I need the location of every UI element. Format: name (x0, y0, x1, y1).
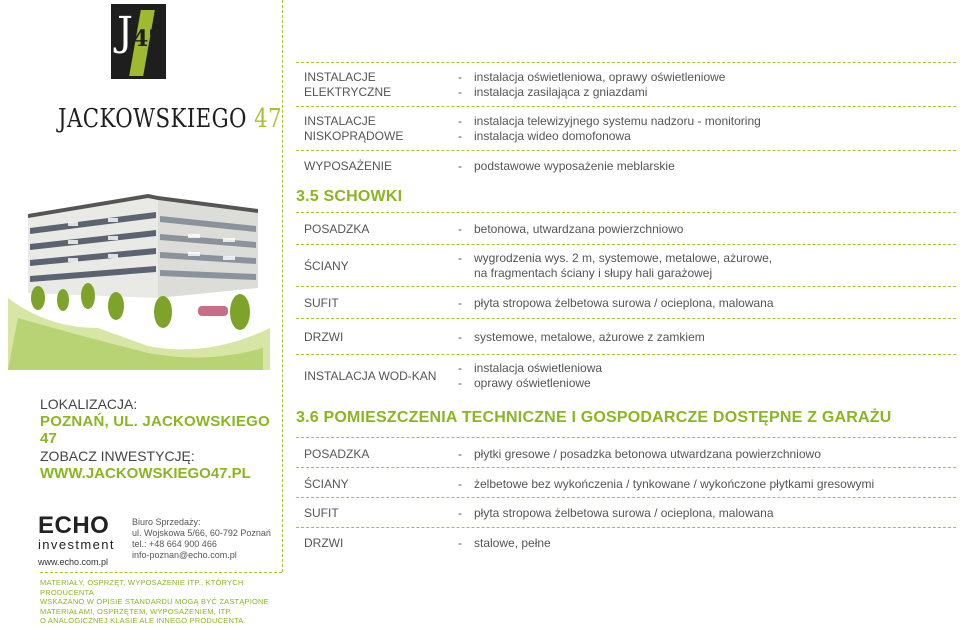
spec-row (296, 354, 956, 396)
spec-label (304, 447, 369, 462)
logo-number: 47 (133, 26, 164, 52)
spec-value-item: - oprawy oświetleniowe (456, 376, 602, 391)
spec-label (304, 222, 369, 237)
spec-label (304, 506, 339, 521)
spec-label-line: INSTALACJE (304, 70, 376, 84)
spec-label (304, 536, 343, 551)
brand-name-number: 47 (254, 104, 283, 134)
spec-label-line: SUFIT (304, 295, 339, 310)
disclaimer-line: WSKAZANO W OPISIE STANDARDU MOGĄ BYĆ ZASTĄPIONE (40, 597, 269, 606)
spec-value-item: - instalacja oświetleniowa, oprawy oświetleniowe (456, 70, 725, 85)
spec-label-line: DRZWI (304, 329, 344, 344)
spec-row (296, 497, 956, 527)
disclaimer-line: MATERIAŁY, OSPRZĘT, WYPOSAŻENIE ITP., KTÓRYCH PRODUCENTA (40, 578, 244, 597)
logo-letter: J (117, 9, 134, 55)
spec-value (456, 159, 675, 174)
spec-label-line: POSADZKA (304, 446, 370, 461)
spec-label-line: NISKOPRĄDOWE (304, 129, 404, 143)
spec-row (296, 286, 956, 318)
sales-office-address: ul. Wojskowa 5/66, 60-792 Poznań (132, 528, 271, 538)
spec-value (456, 70, 725, 100)
investment-label: ZOBACZ INWESTYCJĘ: (40, 448, 195, 464)
spec-value-item: - instalacja zasilająca z gniazdami (456, 85, 725, 100)
section-title: 3.6 POMIESZCZENIA TECHNICZNE I GOSPODARCZE DOSTĘPNE Z GARAŻU (296, 409, 892, 426)
sales-office-label: Biuro Sprzedaży: (132, 517, 201, 527)
spec-value-item: - instalacja telewizyjnego systemu nadzoru - monitoring (456, 114, 761, 129)
spec-row (296, 244, 956, 286)
developer-site-link[interactable]: www.echo.com.pl (38, 557, 109, 567)
spec-row (296, 106, 956, 150)
spec-value-item: - podstawowe wyposażenie meblarskie (456, 159, 675, 174)
spec-row (296, 62, 956, 106)
spec-value (456, 506, 774, 521)
spec-value (456, 222, 683, 237)
spec-value (456, 536, 551, 551)
spec-value (456, 296, 774, 311)
spec-label (304, 259, 349, 274)
spec-label-line: DRZWI (304, 535, 344, 550)
spec-row (296, 467, 956, 499)
spec-value-item: - instalacja oświetleniowa (456, 361, 602, 376)
echo-logo-name: ECHO (38, 512, 110, 539)
spec-value (456, 330, 705, 345)
spec-value-item: - systemowe, metalowe, ażurowe z zamkiem (456, 330, 705, 345)
spec-label (304, 296, 339, 311)
spec-label (304, 114, 403, 144)
spec-label-line: WYPOSAŻENIE (304, 158, 393, 173)
spec-value-item: - żelbetowe bez wykończenia / tynkowane / wykończone płytkami gresowymi (456, 477, 874, 492)
location-value: POZNAŃ, UL. JACKOWSKIEGO 47 (40, 413, 270, 447)
spec-label (304, 330, 343, 345)
spec-value (456, 361, 602, 391)
spec-value (456, 447, 821, 462)
spec-label (304, 477, 349, 492)
sales-office-phone: tel.: +48 664 900 466 (132, 539, 217, 549)
investment-url-link[interactable]: WWW.JACKOWSKIEGO47.PL (40, 465, 251, 482)
spec-value-item: - płytki gresowe / posadzka betonowa utwardzana powierzchniowo (456, 447, 821, 462)
spec-value (456, 251, 772, 281)
spec-label (304, 369, 436, 384)
section-title: 3.5 SCHOWKI (296, 188, 403, 205)
spec-value (456, 114, 761, 144)
spec-label-line: ELEKTRYCZNE (304, 85, 392, 99)
spec-row (296, 437, 956, 469)
spec-label (304, 70, 391, 100)
spec-value-item: - wygrodzenia wys. 2 m, systemowe, metalowe, ażurowe, (456, 251, 772, 266)
spec-value (456, 477, 874, 492)
spec-row (296, 318, 956, 354)
sales-office-email[interactable]: info-poznan@echo.com.pl (132, 550, 237, 560)
spec-value-item: - instalacja wideo domofonowa (456, 129, 761, 144)
spec-value-item: - płyta stropowa żelbetowa surowa / ocieplona, malowana (456, 506, 774, 521)
spec-label-line: INSTALACJA WOD-KAN (304, 368, 437, 383)
brand-name-text: JACKOWSKIEGO (58, 104, 255, 134)
spec-label-line: POSADZKA (304, 221, 370, 236)
spec-value-item: - płyta stropowa żelbetowa surowa / ocieplona, malowana (456, 296, 774, 311)
disclaimer-line: MATERIAŁAMI, OSPRZĘTEM, WYPOSAŻENIEM, ITP. (40, 606, 232, 616)
spec-label-line: ŚCIANY (304, 476, 349, 491)
spec-label-line: INSTALACJE (304, 114, 376, 128)
spec-row (296, 212, 956, 244)
spec-row (296, 527, 956, 557)
disclaimer-line: O ANALOGICZNEJ KLASIE ALE INNEGO PRODUCENTA. (40, 616, 246, 625)
spec-value-item: - stalowe, pełne (456, 536, 551, 551)
spec-value-item: - betonowa, utwardzana powierzchniowo (456, 222, 683, 237)
spec-value-item: na fragmentach ściany i słupy hali garażowej (474, 266, 713, 280)
spec-label-line: SUFIT (304, 505, 339, 520)
location-label: LOKALIZACJA: (40, 396, 138, 412)
spec-label-line: ŚCIANY (304, 258, 349, 273)
spec-row (296, 150, 956, 180)
spec-label (304, 159, 392, 174)
echo-logo-subtitle: investment (38, 537, 115, 552)
